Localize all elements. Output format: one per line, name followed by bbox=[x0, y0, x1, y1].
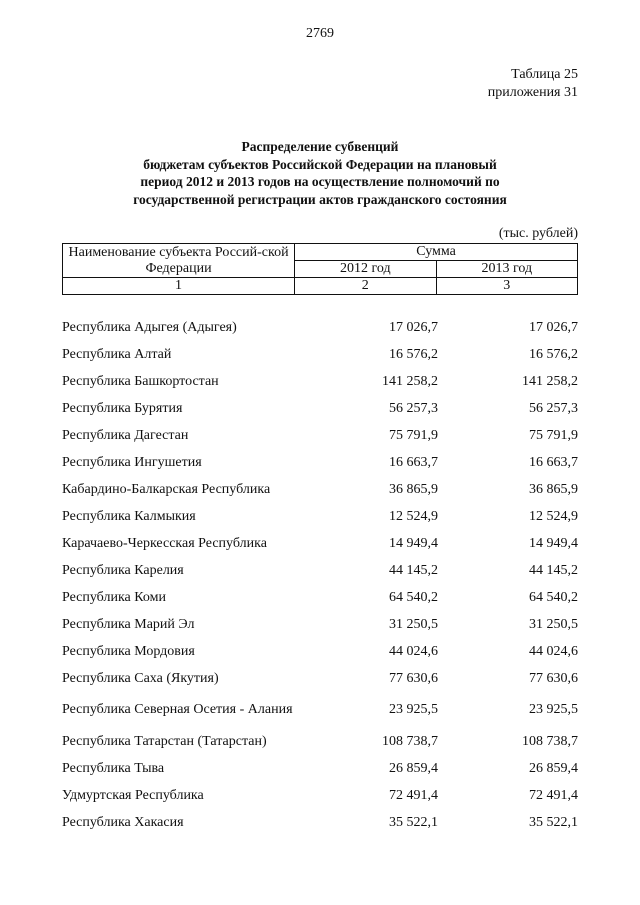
table-row bbox=[62, 476, 578, 503]
table-reference bbox=[488, 66, 578, 102]
reference-line-1: Таблица 25 bbox=[511, 67, 578, 82]
subject-name: Республика Калмыкия bbox=[62, 508, 196, 524]
table-row bbox=[62, 665, 578, 692]
document-title bbox=[60, 138, 580, 208]
table-row bbox=[62, 503, 578, 530]
subject-name: Республика Хакасия bbox=[62, 814, 184, 830]
value-2012: 31 250,5 bbox=[389, 616, 438, 632]
subject-name: Республика Дагестан bbox=[62, 427, 189, 443]
value-2012: 12 524,9 bbox=[389, 508, 438, 524]
subject-name: Республика Саха (Якутия) bbox=[62, 670, 219, 686]
title-line-2: бюджетам субъектов Российской Федерации на плановый bbox=[143, 156, 497, 172]
table-row bbox=[62, 395, 578, 422]
value-2013: 16 576,2 bbox=[529, 346, 578, 362]
value-2013: 36 865,9 bbox=[529, 481, 578, 497]
header-sum: Сумма bbox=[295, 244, 578, 261]
subject-name: Республика Коми bbox=[62, 589, 166, 605]
table-row bbox=[62, 611, 578, 638]
page-number: 2769 bbox=[306, 26, 334, 41]
value-2012: 17 026,7 bbox=[389, 319, 438, 335]
value-2012: 16 576,2 bbox=[389, 346, 438, 362]
value-2013: 23 925,5 bbox=[529, 702, 578, 717]
units-label: (тыс. рублей) bbox=[498, 226, 578, 241]
table-row bbox=[62, 584, 578, 611]
value-2012: 36 865,9 bbox=[389, 481, 438, 497]
table-row bbox=[62, 809, 578, 836]
subject-name: Республика Северная Осетия - Алания bbox=[62, 702, 293, 717]
table-row bbox=[62, 530, 578, 557]
value-2012: 64 540,2 bbox=[389, 589, 438, 605]
value-2013: 17 026,7 bbox=[529, 319, 578, 335]
subject-name: Республика Тыва bbox=[62, 760, 165, 776]
value-2012: 44 024,6 bbox=[389, 643, 438, 659]
subject-name: Карачаево-Черкесская Республика bbox=[62, 535, 267, 551]
value-2013: 64 540,2 bbox=[529, 589, 578, 605]
header-subject-name: Наименование субъекта Россий-ской Федерации bbox=[63, 244, 295, 278]
value-2012: 108 738,7 bbox=[382, 733, 438, 749]
reference-line-2: приложения 31 bbox=[487, 85, 578, 100]
value-2012: 77 630,6 bbox=[389, 670, 438, 686]
value-2012: 56 257,3 bbox=[389, 400, 438, 416]
value-2012: 141 258,2 bbox=[382, 373, 438, 389]
value-2013: 14 949,4 bbox=[529, 535, 578, 551]
subject-name: Республика Башкортостан bbox=[62, 373, 219, 389]
value-2013: 108 738,7 bbox=[522, 733, 578, 749]
value-2012: 35 522,1 bbox=[389, 814, 438, 830]
value-2013: 31 250,5 bbox=[529, 616, 578, 632]
subject-name: Республика Карелия bbox=[62, 562, 184, 578]
value-2012: 26 859,4 bbox=[389, 760, 438, 776]
value-2012: 23 925,5 bbox=[389, 702, 438, 717]
value-2013: 16 663,7 bbox=[529, 454, 578, 470]
table-body bbox=[62, 314, 578, 836]
value-2013: 77 630,6 bbox=[529, 670, 578, 686]
value-2013: 44 024,6 bbox=[529, 643, 578, 659]
table-row bbox=[62, 692, 578, 728]
table-row bbox=[62, 314, 578, 341]
value-2013: 141 258,2 bbox=[522, 373, 578, 389]
value-2013: 56 257,3 bbox=[529, 400, 578, 416]
value-2012: 14 949,4 bbox=[389, 535, 438, 551]
table-row bbox=[62, 728, 578, 755]
table-row bbox=[62, 341, 578, 368]
subject-name: Республика Мордовия bbox=[62, 643, 195, 659]
table-row bbox=[62, 422, 578, 449]
column-number-2: 2 bbox=[295, 278, 436, 295]
table-row bbox=[62, 368, 578, 395]
table-row bbox=[62, 782, 578, 809]
header-year-2013: 2013 год bbox=[436, 261, 577, 278]
value-2012: 16 663,7 bbox=[389, 454, 438, 470]
table-row bbox=[62, 449, 578, 476]
table-row bbox=[62, 638, 578, 665]
value-2013: 75 791,9 bbox=[529, 427, 578, 443]
subject-name: Республика Алтай bbox=[62, 346, 172, 362]
subject-name: Республика Марий Эл bbox=[62, 616, 195, 632]
value-2013: 72 491,4 bbox=[529, 787, 578, 803]
table-header bbox=[62, 243, 578, 295]
value-2013: 26 859,4 bbox=[529, 760, 578, 776]
table-row bbox=[62, 557, 578, 584]
title-line-1: Распределение субвенций bbox=[241, 139, 399, 154]
subject-name: Республика Бурятия bbox=[62, 400, 183, 416]
value-2013: 44 145,2 bbox=[529, 562, 578, 578]
value-2013: 35 522,1 bbox=[529, 814, 578, 830]
value-2012: 72 491,4 bbox=[389, 787, 438, 803]
column-number-1: 1 bbox=[63, 278, 295, 295]
title-line-3: период 2012 и 2013 годов на осуществление полномочий по bbox=[140, 174, 500, 189]
subject-name: Удмуртская Республика bbox=[62, 787, 204, 803]
value-2012: 75 791,9 bbox=[389, 427, 438, 443]
subject-name: Кабардино-Балкарская Республика bbox=[62, 481, 271, 497]
column-number-3: 3 bbox=[436, 278, 577, 295]
table-row bbox=[62, 755, 578, 782]
title-line-4: государственной регистрации актов гражданского состояния bbox=[133, 191, 507, 207]
subject-name: Республика Адыгея (Адыгея) bbox=[62, 319, 237, 335]
subject-name: Республика Татарстан (Татарстан) bbox=[62, 733, 267, 749]
value-2012: 44 145,2 bbox=[389, 562, 438, 578]
subject-name: Республика Ингушетия bbox=[62, 454, 202, 470]
value-2013: 12 524,9 bbox=[529, 508, 578, 524]
header-year-2012: 2012 год bbox=[295, 261, 436, 278]
